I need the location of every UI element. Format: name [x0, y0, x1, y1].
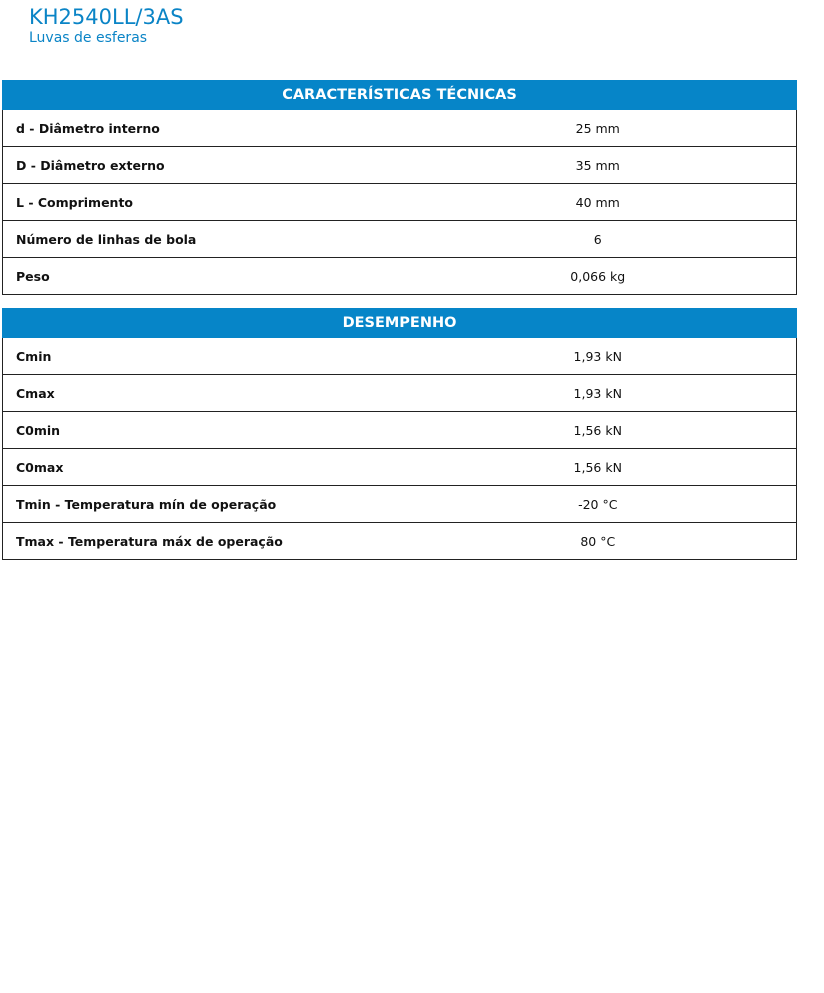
technical-specs-table: [2, 80, 797, 295]
table-row: [3, 147, 797, 184]
spec-value: 1,93 kN: [400, 375, 797, 412]
page-header: [29, 4, 184, 46]
table-row: [3, 110, 797, 147]
table-row: [3, 486, 797, 523]
spec-label: Cmin: [3, 338, 400, 375]
spec-label: D - Diâmetro externo: [3, 147, 400, 184]
table-header-row: [3, 81, 797, 110]
technical-specs-title: CARACTERÍSTICAS TÉCNICAS: [3, 81, 797, 110]
spec-label: Cmax: [3, 375, 400, 412]
table-header-row: [3, 309, 797, 338]
table-row: [3, 221, 797, 258]
table-row: [3, 412, 797, 449]
spec-label: L - Comprimento: [3, 184, 400, 221]
performance-table: [2, 308, 797, 560]
table-row: [3, 184, 797, 221]
spec-value: 1,56 kN: [400, 449, 797, 486]
product-code: KH2540LL/3AS: [29, 5, 184, 29]
product-subtitle: Luvas de esferas: [29, 30, 148, 46]
spec-label: d - Diâmetro interno: [3, 110, 400, 147]
spec-value: 1,93 kN: [400, 338, 797, 375]
spec-label: Número de linhas de bola: [3, 221, 400, 258]
spec-value: 35 mm: [400, 147, 797, 184]
spec-label: Tmax - Temperatura máx de operação: [3, 523, 400, 560]
table-row: [3, 338, 797, 375]
spec-label: Peso: [3, 258, 400, 295]
spec-value: 6: [400, 221, 797, 258]
table-row: [3, 258, 797, 295]
spec-value: 80 °C: [400, 523, 797, 560]
spec-value: 40 mm: [400, 184, 797, 221]
spec-value: 0,066 kg: [400, 258, 797, 295]
spec-value: -20 °C: [400, 486, 797, 523]
table-row: [3, 375, 797, 412]
spec-value: 25 mm: [400, 110, 797, 147]
table-row: [3, 449, 797, 486]
spec-label: C0max: [3, 449, 400, 486]
table-row: [3, 523, 797, 560]
performance-title: DESEMPENHO: [3, 309, 797, 338]
spec-value: 1,56 kN: [400, 412, 797, 449]
spec-label: Tmin - Temperatura mín de operação: [3, 486, 400, 523]
spec-label: C0min: [3, 412, 400, 449]
